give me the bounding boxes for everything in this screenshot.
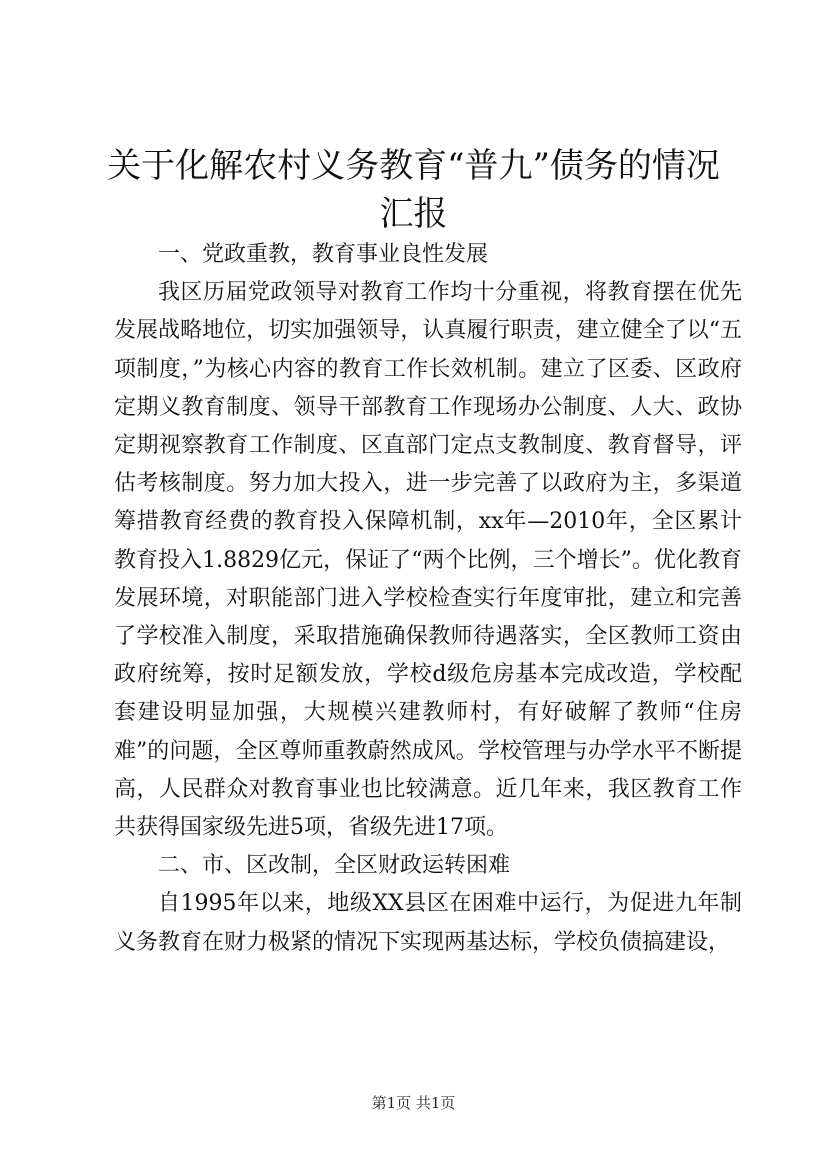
section-2-heading: 二、市、区改制，全区财政运转困难 xyxy=(158,853,511,879)
section-2-paragraph: 自1995年以来，地级XX县区在困难中运行，为促进九年制义务教育在财力极紧的情况下实现两基达标，学校负债搞建设， xyxy=(114,891,742,955)
section-1-heading: 一、党政重教，教育事业良性发展 xyxy=(158,242,489,267)
document-body xyxy=(114,236,742,962)
section-1-paragraph: 我区历届党政领导对教育工作均十分重视，将教育摆在优先发展战略地位，切实加强领导，认真履行职责，建立健全了以“五项制度，”为核心内容的教育工作长效机制。建立了区委、区政府定期义教育制度、领导干部教育工作现场办公制度、人大、政协定期视察教育工作制度、区直部门定点支教制度、教育督导，评估考核制度。努力加大投入，进一步完善了以政府为主，多渠道筹措教育经费的教育投入保障机制，xx年—2010年，全区累计教育投入1.8829亿元，保证了“两个比例，三个增长”。优化教育发展环境，对职能部门进入学校检查实行年度审批，建立和完善了学校准入制度，采取措施确保教师待遇落实，全区教师工资由政府统筹，按时足额发放，学校d级危房基本完成改造，学校配套建设明显加强，大规模兴建教师村，有好破解了教师“住房难”的问题，全区尊师重教蔚然成风。学校管理与办学水平不断提高，人民群众对教育事业也比较满意。近几年来，我区教育工作共获得国家级先进5项，省级先进17项。 xyxy=(114,280,742,841)
document-title: 关于化解农村义务教育“普九”债务的情况汇报 xyxy=(107,146,720,234)
page-footer: 第1页 共1页 xyxy=(371,1094,456,1112)
